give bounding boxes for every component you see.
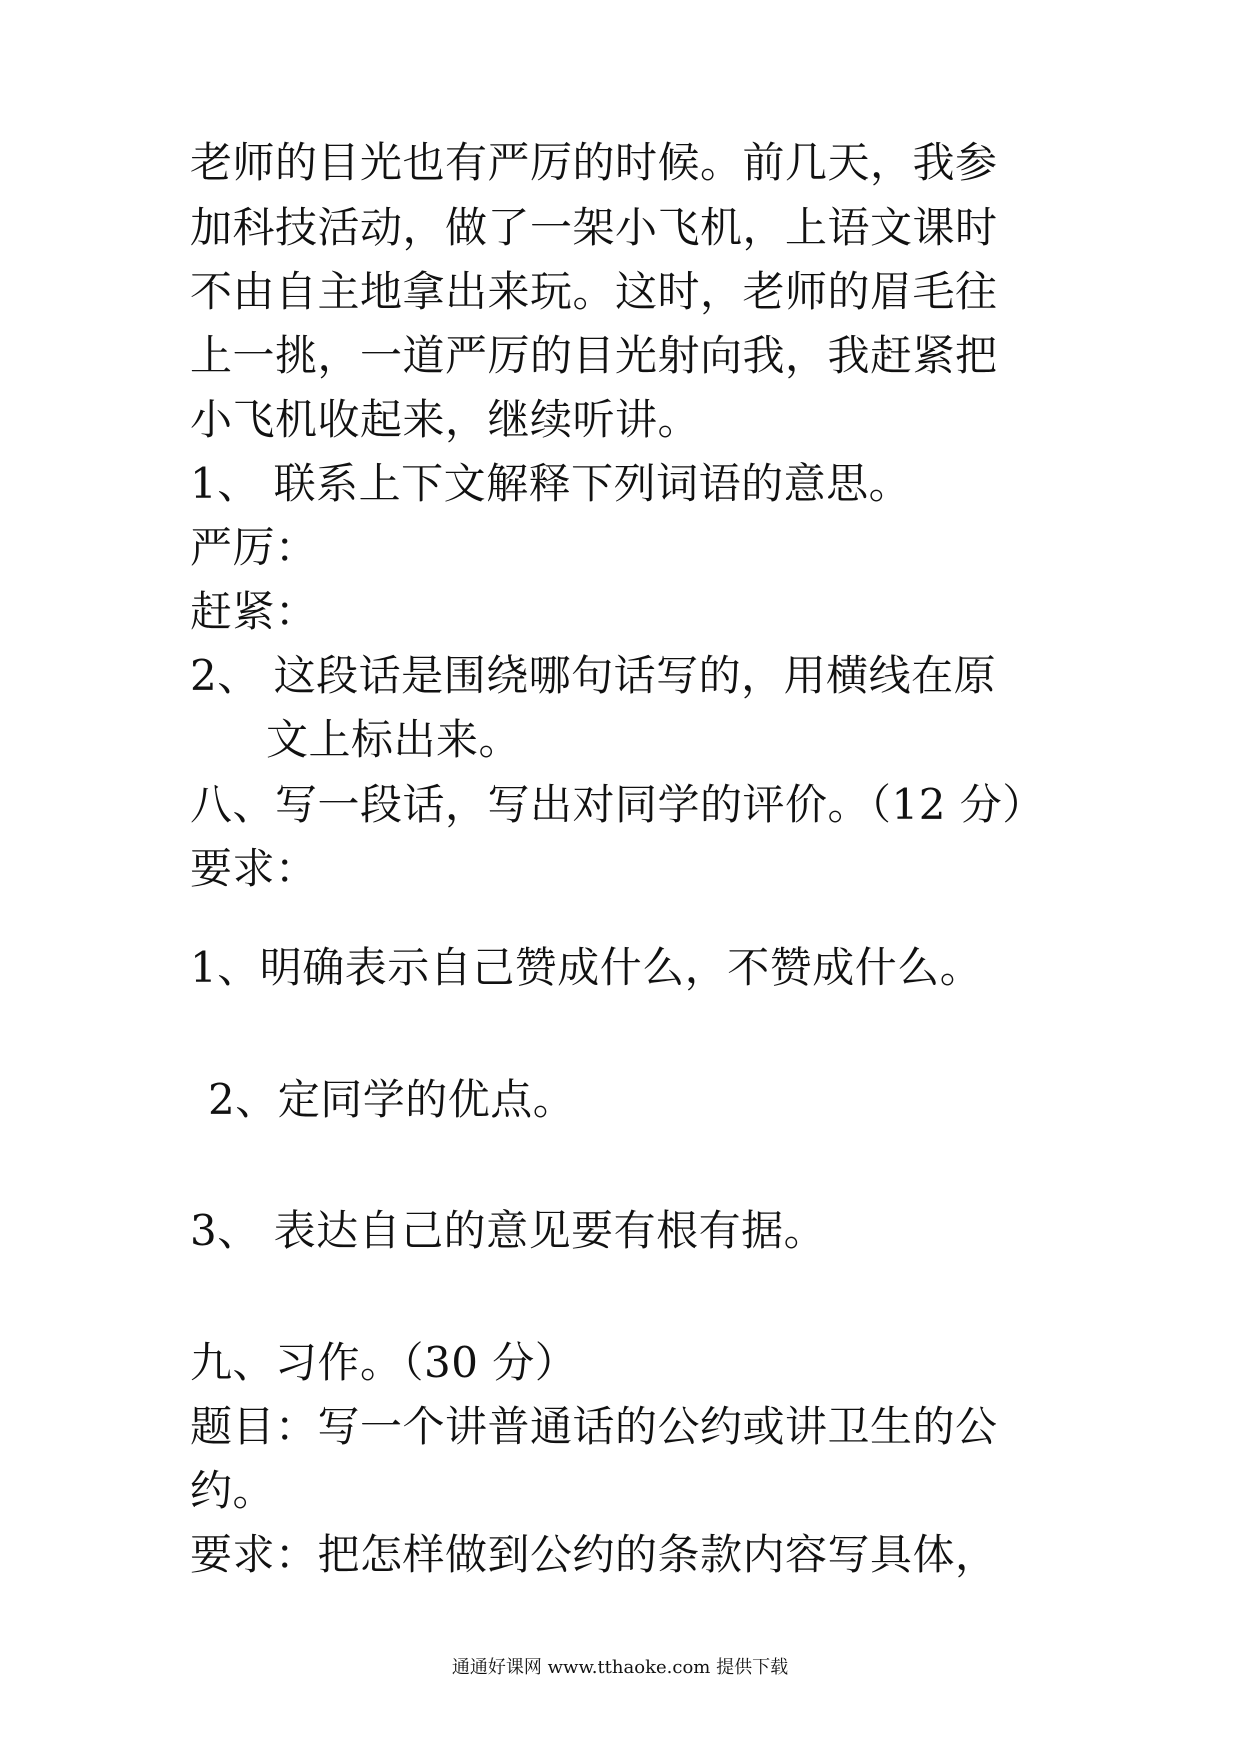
page-footer: 通通好课网 www.tthaoke.com 提供下载 — [451, 1657, 789, 1678]
section-8-title: 八、写一段话，写出对同学的评价。（12 分） — [190, 780, 1045, 829]
section-9-requirements-line: 要求：把怎样做到公约的条款内容写具体， — [190, 1530, 998, 1579]
passage-line-3: 不由自主地拿出来玩。这时，老师的眉毛往 — [190, 267, 998, 316]
section-8-requirements-label: 要求： — [190, 844, 318, 893]
question-2-line-2: 文上标出来。 — [266, 715, 522, 764]
passage-line-4: 上一挑，一道严厉的目光射向我，我赶紧把 — [190, 331, 998, 380]
section-9-topic-line-1: 题目：写一个讲普通话的公约或讲卫生的公 — [190, 1402, 998, 1451]
section-8-requirement-1: 1、明确表示自己赞成什么，不赞成什么。 — [190, 943, 983, 992]
passage-line-1: 老师的目光也有严厉的时候。前几天，我参 — [190, 138, 998, 187]
question-2-line-1: 2、 这段话是围绕哪句话写的，用横线在原 — [190, 651, 997, 700]
question-1-term-1: 严厉： — [190, 523, 318, 572]
section-9-topic-line-2: 约。 — [190, 1466, 276, 1515]
section-9-title: 九、习作。（30 分） — [190, 1338, 578, 1387]
passage-line-2: 加科技活动，做了一架小飞机，上语文课时 — [190, 203, 998, 252]
section-8-requirement-2: 2、定同学的优点。 — [208, 1075, 576, 1124]
passage-line-5: 小飞机收起来，继续听讲。 — [190, 395, 701, 444]
question-1-term-2: 赶紧： — [190, 587, 318, 636]
section-8-requirement-3: 3、 表达自己的意见要有根有据。 — [190, 1206, 827, 1255]
question-1-prompt: 1、 联系上下文解释下列词语的意思。 — [190, 459, 912, 508]
